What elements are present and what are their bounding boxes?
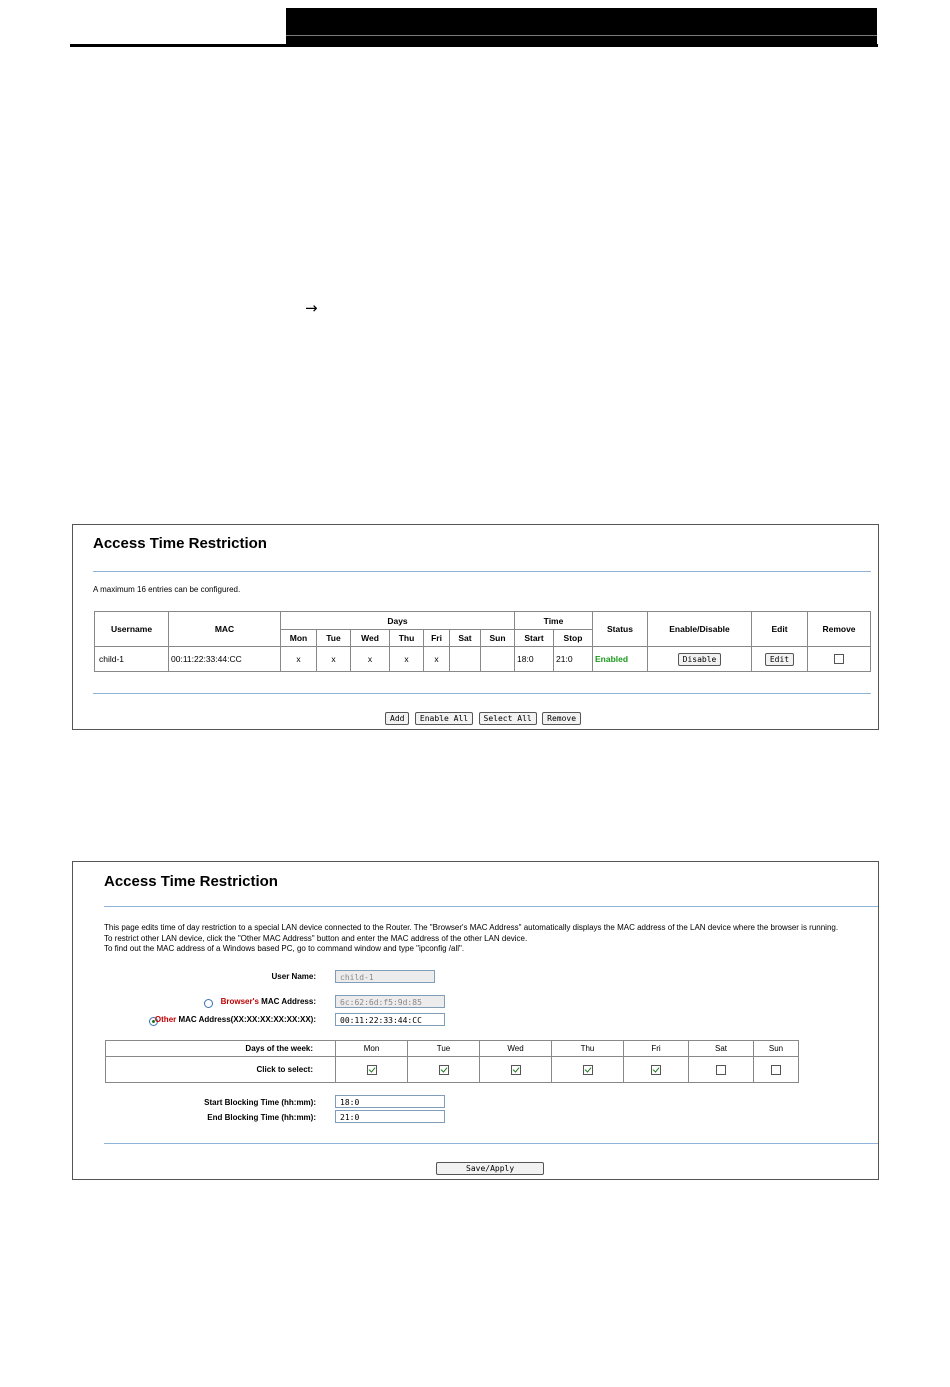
rules-table <box>94 611 871 672</box>
browser-mac-field[interactable]: 6c:62:6d:f5:9d:85 <box>335 995 445 1008</box>
table-row <box>95 647 871 672</box>
status-badge: Enabled <box>593 647 648 672</box>
col-sun: Sun <box>481 630 515 647</box>
col-username: Username <box>95 612 169 647</box>
title-divider <box>93 571 871 572</box>
col-edit: Edit <box>752 612 808 647</box>
save-row <box>436 1158 545 1176</box>
cell-mon: x <box>281 647 317 672</box>
col-mon: Mon <box>281 630 317 647</box>
other-mac-label-text: MAC Address(XX:XX:XX:XX:XX:XX): <box>176 1015 316 1024</box>
day-mon-label: Mon <box>336 1041 408 1057</box>
col-fri: Fri <box>424 630 450 647</box>
select-all-button[interactable]: Select All <box>479 712 537 725</box>
access-time-edit-panel <box>72 861 879 1180</box>
cell-edit <box>752 647 808 672</box>
page-title: Access Time Restriction <box>93 535 267 552</box>
header-bar <box>286 8 877 44</box>
other-mac-label <box>155 1015 316 1024</box>
disable-button[interactable]: Disable <box>678 653 722 666</box>
footer-divider <box>104 1143 878 1144</box>
start-time-field[interactable]: 18:0 <box>335 1095 445 1108</box>
col-enable-disable: Enable/Disable <box>648 612 752 647</box>
col-time: Time <box>515 612 593 630</box>
page-title: Access Time Restriction <box>104 873 278 890</box>
cell-stop: 21:0 <box>554 647 593 672</box>
header-rule <box>70 44 878 47</box>
cell-sat <box>450 647 481 672</box>
arrow-icon: → <box>305 299 318 317</box>
day-sat-label: Sat <box>689 1041 754 1057</box>
action-buttons <box>385 708 582 726</box>
col-start: Start <box>515 630 554 647</box>
add-button[interactable]: Add <box>385 712 409 725</box>
edit-button[interactable]: Edit <box>765 653 794 666</box>
col-thu: Thu <box>390 630 424 647</box>
cell-enable-disable <box>648 647 752 672</box>
day-mon-checkbox[interactable] <box>367 1065 377 1075</box>
cell-wed: x <box>351 647 390 672</box>
click-to-select-label: Click to select: <box>106 1057 336 1083</box>
cell-fri: x <box>424 647 450 672</box>
enable-all-button[interactable]: Enable All <box>415 712 473 725</box>
col-days: Days <box>281 612 515 630</box>
col-tue: Tue <box>317 630 351 647</box>
start-time-label: Start Blocking Time (hh:mm): <box>204 1098 316 1107</box>
day-wed-label: Wed <box>480 1041 552 1057</box>
day-thu-checkbox[interactable] <box>583 1065 593 1075</box>
end-time-field[interactable]: 21:0 <box>335 1110 445 1123</box>
cell-start: 18:0 <box>515 647 554 672</box>
title-divider <box>104 906 878 907</box>
col-mac: MAC <box>169 612 281 647</box>
col-stop: Stop <box>554 630 593 647</box>
end-time-label: End Blocking Time (hh:mm): <box>207 1113 316 1122</box>
header-stripe <box>286 35 877 36</box>
cell-remove <box>808 647 871 672</box>
cell-thu: x <box>390 647 424 672</box>
cell-mac: 00:11:22:33:44:CC <box>169 647 281 672</box>
day-sun-label: Sun <box>754 1041 799 1057</box>
description-line-1: This page edits time of day restriction to a special LAN device connected to the Router. The "Browser's MAC Address" automatically displays the MAC address of the LAN device where the browser is running. <box>104 923 839 932</box>
browser-mac-label <box>221 997 316 1006</box>
col-wed: Wed <box>351 630 390 647</box>
other-mac-field[interactable]: 00:11:22:33:44:CC <box>335 1013 445 1026</box>
access-time-list-panel <box>72 524 879 730</box>
day-tue-label: Tue <box>408 1041 480 1057</box>
day-sun-checkbox[interactable] <box>771 1065 781 1075</box>
cell-username: child-1 <box>95 647 169 672</box>
day-sat-checkbox[interactable] <box>716 1065 726 1075</box>
entries-note: A maximum 16 entries can be configured. <box>93 585 241 594</box>
cell-tue: x <box>317 647 351 672</box>
day-tue-checkbox[interactable] <box>439 1065 449 1075</box>
browser-mac-label-red: Browser's <box>220 997 259 1006</box>
col-remove: Remove <box>808 612 871 647</box>
remove-button[interactable]: Remove <box>542 712 581 725</box>
save-apply-button[interactable]: Save/Apply <box>436 1162 544 1175</box>
description-line-3: To find out the MAC address of a Windows based PC, go to command window and type "ipconfig /all". <box>104 944 465 953</box>
day-fri-checkbox[interactable] <box>651 1065 661 1075</box>
description-line-2: To restrict other LAN device, click the "Other MAC Address" button and enter the MAC address of the other LAN device. <box>104 934 528 943</box>
browser-mac-label-text: MAC Address: <box>258 997 316 1006</box>
remove-checkbox[interactable] <box>834 654 844 664</box>
other-mac-label-red: Other <box>154 1015 177 1024</box>
col-sat: Sat <box>450 630 481 647</box>
cell-sun <box>481 647 515 672</box>
days-of-week-label: Days of the week: <box>106 1041 336 1057</box>
day-thu-label: Thu <box>552 1041 624 1057</box>
user-name-field[interactable]: child-1 <box>335 970 435 983</box>
col-status: Status <box>593 612 648 647</box>
day-wed-checkbox[interactable] <box>511 1065 521 1075</box>
footer-divider <box>93 693 871 694</box>
day-fri-label: Fri <box>624 1041 689 1057</box>
user-name-label: User Name: <box>271 972 316 981</box>
days-table <box>105 1040 799 1083</box>
browser-mac-radio[interactable] <box>204 999 213 1008</box>
